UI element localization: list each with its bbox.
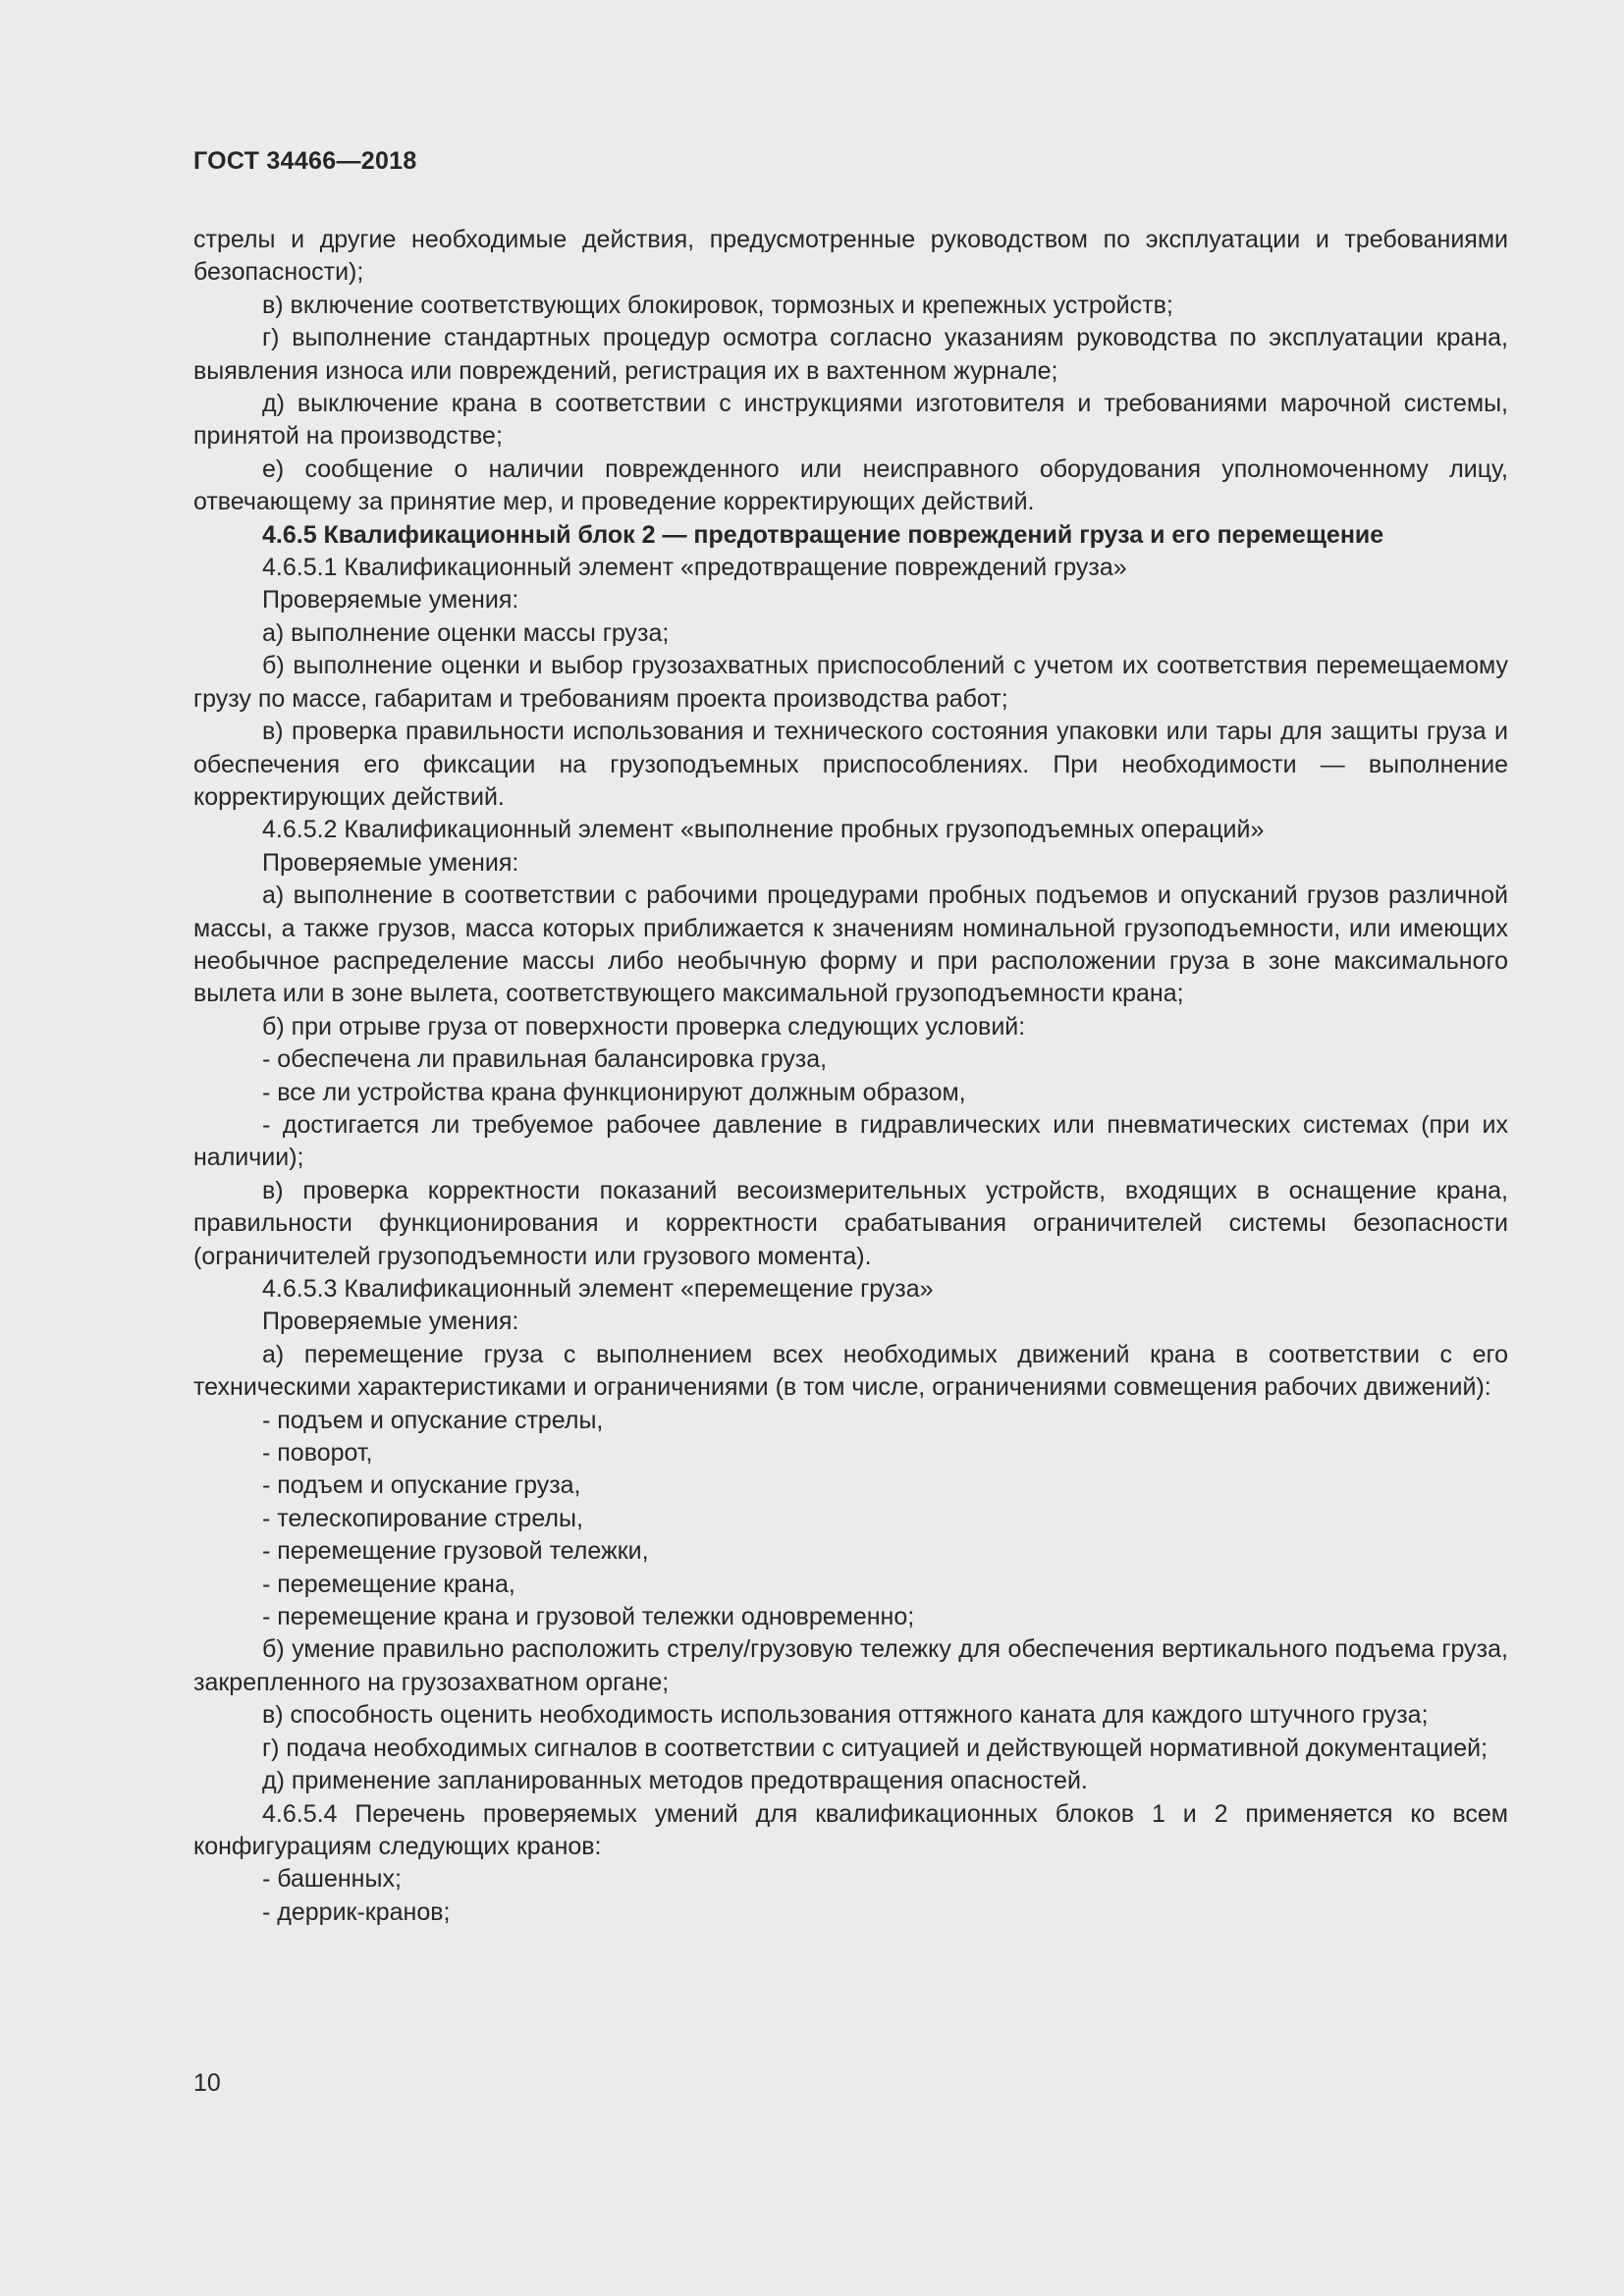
paragraph: - деррик-кранов; — [262, 1897, 451, 1926]
paragraph: - все ли устройства крана функционируют должным образом, — [262, 1078, 966, 1106]
paragraph: Проверяемые умения: — [262, 586, 519, 614]
paragraph: Проверяемые умения: — [262, 848, 519, 877]
section-heading: 4.6.5 Квалификационный блок 2 — предотвращение повреждений груза и его перемещение — [262, 520, 1384, 549]
paragraph: - поворот, — [262, 1439, 373, 1468]
paragraph: г) выполнение стандартных процедур осмотра согласно указаниям руководства по эксплуатации крана, выявления износа или повреждений, регистрация их в вахтенном журнале; — [193, 324, 1508, 385]
paragraph: - перемещение крана, — [262, 1570, 515, 1598]
document-header: ГОСТ 34466—2018 — [193, 147, 417, 175]
paragraph: а) выполнение оценки массы груза; — [262, 618, 670, 647]
paragraph: - перемещение крана и грузовой тележки одновременно; — [262, 1603, 915, 1631]
paragraph: в) способность оценить необходимость использования оттяжного каната для каждого штучного груза; — [262, 1701, 1429, 1730]
paragraph: а) выполнение в соответствии с рабочими процедурами пробных подъемов и опусканий грузов различной массы, а также грузов, масса которых приближается к значениям номинальной грузоподъемности, или имеющих необычное распределение массы либо необычную форму и при расположении груза в зоне максимального вылета или в зоне вылета, соответствующего максимальной грузоподъемности крана; — [193, 881, 1508, 1008]
paragraph: г) подача необходимых сигналов в соответствии с ситуацией и действующей нормативной документацией; — [262, 1734, 1489, 1762]
paragraph: а) перемещение груза с выполнением всех необходимых движений крана в соответствии с его техническими характеристиками и ограничениями (в том числе, ограничениями совмещения рабочих движений): — [193, 1340, 1508, 1402]
paragraph: - телескопирование стрелы, — [262, 1504, 583, 1532]
paragraph: б) при отрыве груза от поверхности проверка следующих условий: — [262, 1012, 1026, 1041]
page-number: 10 — [193, 2069, 221, 2097]
paragraph: 4.6.5.2 Квалификационный элемент «выполнение пробных грузоподъемных операций» — [262, 816, 1265, 844]
paragraph: - подъем и опускание стрелы, — [262, 1406, 604, 1434]
paragraph: б) выполнение оценки и выбор грузозахватных приспособлений с учетом их соответствия перемещаемому грузу по массе, габаритам и требованиям проекта производства работ; — [193, 652, 1508, 713]
paragraph: д) применение запланированных методов предотвращения опасностей. — [262, 1767, 1088, 1795]
paragraph: б) умение правильно расположить стрелу/грузовую тележку для обеспечения вертикального подъема груза, закрепленного на грузозахватном органе; — [193, 1635, 1508, 1696]
paragraph: - башенных; — [262, 1865, 402, 1894]
document-body — [193, 224, 1508, 1929]
paragraph: - обеспечена ли правильная балансировка груза, — [262, 1045, 828, 1074]
paragraph: в) проверка корректности показаний весоизмерительных устройств, входящих в оснащение крана, правильности функционирования и корректности срабатывания ограничителей системы безопасности (ограничителей грузоподъемности или грузового момента). — [193, 1176, 1508, 1270]
paragraph: 4.6.5.3 Квалификационный элемент «перемещение груза» — [262, 1275, 934, 1303]
paragraph: Проверяемые умения: — [262, 1308, 519, 1336]
paragraph: - достигается ли требуемое рабочее давление в гидравлических или пневматических системах (при их наличии); — [193, 1110, 1508, 1172]
paragraph: 4.6.5.1 Квалификационный элемент «предотвращение повреждений груза» — [262, 554, 1127, 582]
paragraph: в) включение соответствующих блокировок, тормозных и крепежных устройств; — [262, 291, 1173, 319]
paragraph: в) проверка правильности использования и технического состояния упаковки или тары для защиты груза и обеспечения его фиксации на грузоподъемных приспособлениях. При необходимости — выполнение корректирующих действий. — [193, 718, 1508, 811]
paragraph: - подъем и опускание груза, — [262, 1471, 581, 1500]
paragraph: д) выключение крана в соответствии с инструкциями изготовителя и требованиями марочной системы, принятой на производстве; — [193, 390, 1508, 451]
paragraph: - перемещение грузовой тележки, — [262, 1537, 649, 1566]
paragraph: стрелы и другие необходимые действия, предусмотренные руководством по эксплуатации и требованиями безопасности); — [193, 226, 1508, 287]
paragraph: е) сообщение о наличии поврежденного или неисправного оборудования уполномоченному лицу, отвечающему за принятие мер, и проведение корректирующих действий. — [193, 454, 1508, 516]
paragraph: 4.6.5.4 Перечень проверяемых умений для квалификационных блоков 1 и 2 применяется ко всем конфигурациям следующих кранов: — [193, 1799, 1508, 1860]
